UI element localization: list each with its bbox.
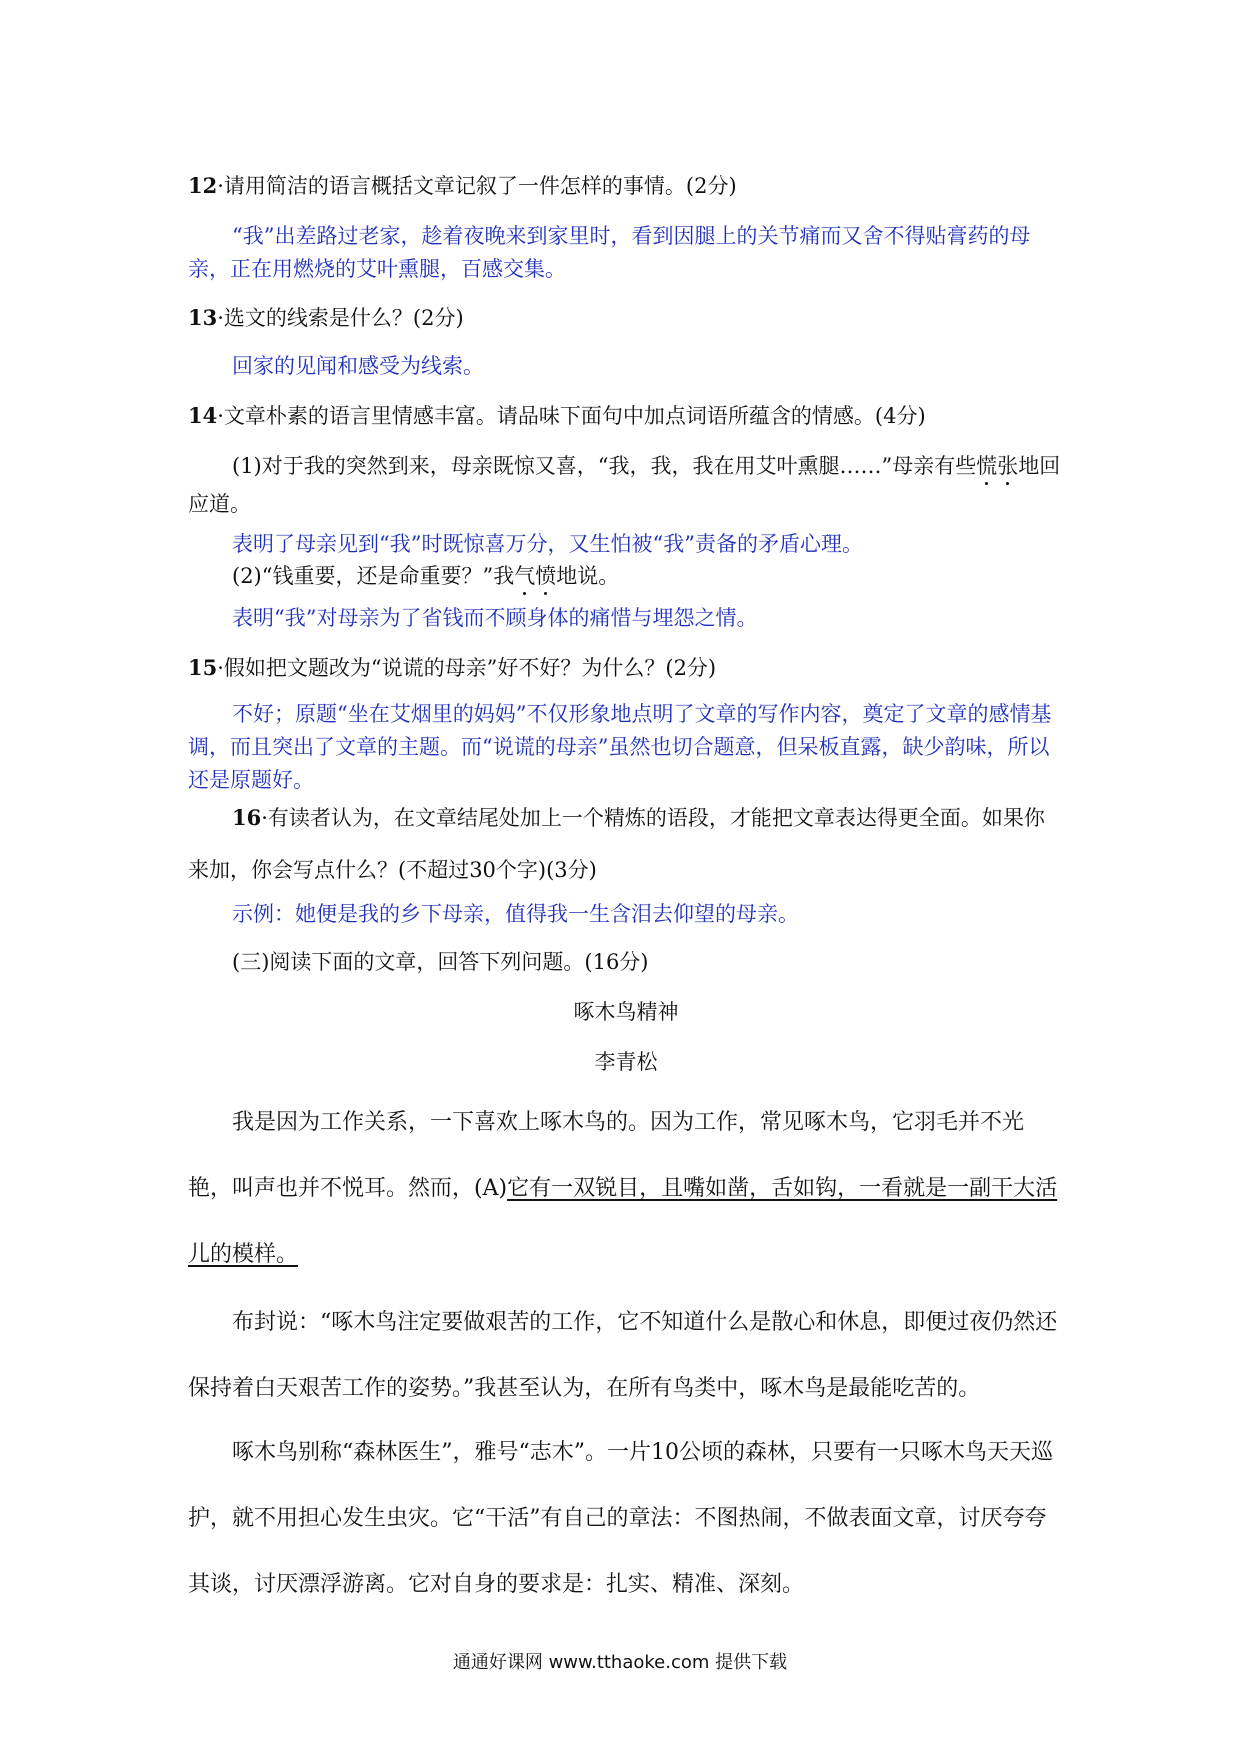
- dotted-char: 慌: [976, 454, 998, 478]
- answer-14-2: 表明“我”对母亲为了省钱而不顾身体的痛惜与埋怨之情。: [232, 606, 758, 630]
- question-15: [188, 652, 1064, 682]
- question-number: 14: [188, 403, 218, 428]
- underlined-sentence-a: 它有一双锐目，且嘴如凿，舌如钩，一看就是一副干大活儿的模样。: [188, 1176, 1058, 1267]
- question-text: ·文章朴素的语言里情感丰富。请品味下面句中加点词语所蕴含的情感。(4分): [217, 404, 926, 428]
- answer-16: 示例：她便是我的乡下母亲，值得我一生含泪去仰望的母亲。: [232, 902, 799, 926]
- footer-text: 通通好课网 www.tthaoke.com 提供下载: [452, 1652, 788, 1673]
- answer-13: 回家的见闻和感受为线索。: [232, 354, 484, 378]
- answer-14-1: 表明了母亲见到“我”时既惊喜万分，又生怕被“我”责备的矛盾心理。: [232, 532, 863, 556]
- sub1-text: (1)对于我的突然到来，母亲既惊又喜，“我，我，我在用艾叶熏腿……”母亲有些: [232, 454, 977, 478]
- question-text: ·假如把文题改为“说谎的母亲”好不好？为什么？(2分): [217, 656, 717, 680]
- essay-title: 啄木鸟精神: [573, 1000, 679, 1024]
- question-number: 13: [188, 305, 218, 330]
- dotted-char: 气: [514, 564, 536, 588]
- question-text: ·有读者认为，在文章结尾处加上一个精炼的语段，才能把文章表达得更全面。如果你来加，你会写点什么？(不超过30个字)(3分): [188, 806, 1045, 882]
- question-text: ·选文的线索是什么？(2分): [217, 306, 464, 330]
- question-14: [188, 400, 1064, 430]
- essay-paragraph-1: [188, 1090, 1064, 1288]
- question-number: 12: [188, 173, 218, 198]
- essay-paragraph-2: 布封说：“啄木鸟注定要做艰苦的工作，它不知道什么是散心和休息，即便过夜仍然还保持着白天艰苦工作的姿势。”我甚至认为，在所有鸟类中，啄木鸟是最能吃苦的。: [188, 1310, 1058, 1401]
- paragraph-text: 我是因为工作关系，一下喜欢上啄木鸟的。因为工作，常见啄木鸟，它羽毛并不光艳，叫声也并不悦耳。然而，(A): [188, 1110, 1025, 1201]
- sub2-text: (2)“钱重要，还是命重要？”我: [232, 564, 515, 588]
- question-14-sub1: [188, 447, 1064, 523]
- essay-paragraph-3: 啄木鸟别称“森林医生”，雅号“志木”。一片10公顷的森林，只要有一只啄木鸟天天巡护，就不用担心发生虫灾。它“干活”有自己的章法：不图热闹，不做表面文章，讨厌夸夸其谈，讨厌漂浮游离。它对自身的要求是：扎实、精准、深刻。: [188, 1440, 1053, 1597]
- answer-12: “我”出差路过老家，趁着夜晚来到家里时，看到因腿上的关节痛而又舍不得贴膏药的母亲，正在用燃烧的艾叶熏腿，百感交集。: [188, 224, 1031, 281]
- sub1-text-end: 地回应道。: [188, 454, 1061, 516]
- question-14-sub2: [188, 560, 1064, 590]
- dotted-char: 张: [997, 454, 1019, 478]
- dotted-char: 愤: [535, 564, 557, 588]
- question-12: [188, 170, 1064, 200]
- question-16: [188, 792, 1064, 896]
- question-number: 16: [232, 805, 262, 830]
- sub2-text-end: 地说。: [556, 564, 620, 588]
- section-heading: (三)阅读下面的文章，回答下列问题。(16分): [232, 950, 649, 974]
- essay-author: 李青松: [594, 1050, 658, 1074]
- answer-15: 不好；原题“坐在艾烟里的妈妈”不仅形象地点明了文章的写作内容，奠定了文章的感情基调，而且突出了文章的主题。而“说谎的母亲”虽然也切合题意，但呆板直露，缺少韵味，所以还是原题好。: [188, 702, 1052, 792]
- question-text: ·请用简洁的语言概括文章记叙了一件怎样的事情。(2分): [217, 174, 737, 198]
- question-13: [188, 302, 1064, 332]
- question-number: 15: [188, 655, 218, 680]
